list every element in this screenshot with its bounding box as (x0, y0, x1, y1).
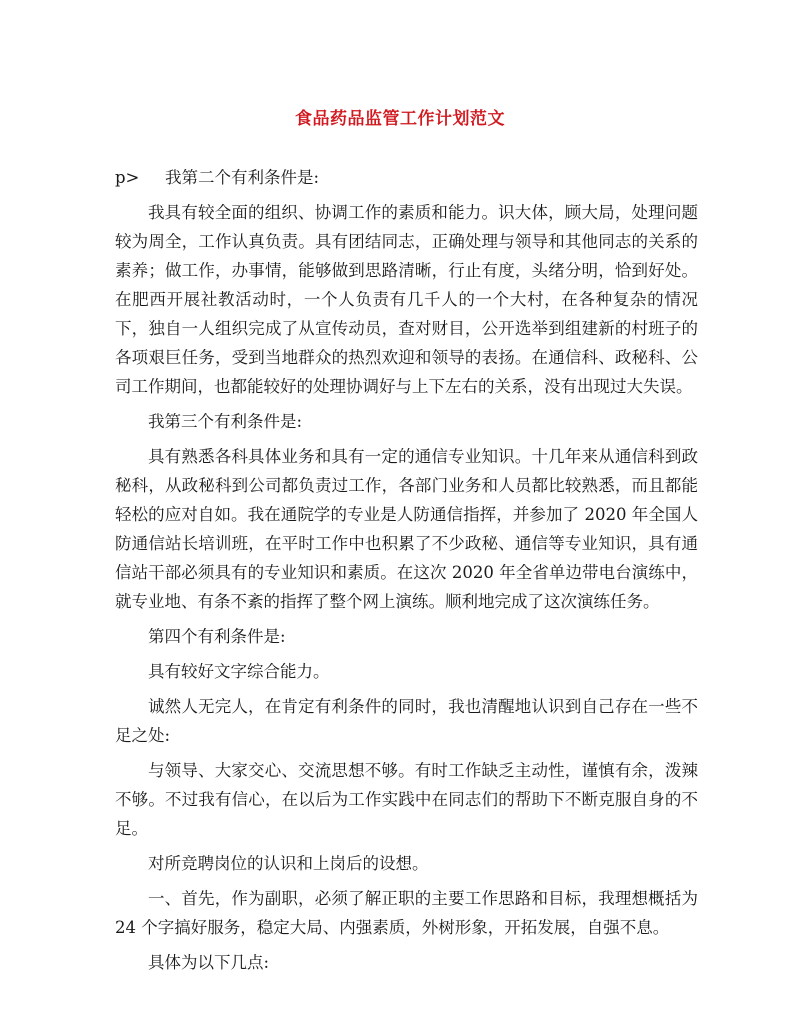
paragraph-4: 具有熟悉各科具体业务和具有一定的通信专业知识。十几年来从通信科到政秘科，从政秘科到公司都负责过工作，各部门业务和人员都比较熟悉，而且都能轻松的应对自如。我在通院学的专业是人防通信指挥，并参加了 2020 年全国人防通信站长培训班，在平时工作中也积累了不少政秘、通信等专业知识，具有通信站干部必须具有的专业知识和素质。在这次 2020 年全省单边带电台演练中，就专业地、有条不紊的指挥了整个网上演练。顺利地完成了这次演练任务。 (115, 447, 698, 611)
paragraph-6: 具有较好文字综合能力。 (148, 662, 330, 681)
paragraph-11: 具体为以下几点: (148, 953, 270, 972)
paragraph-10: 一、首先，作为副职，必须了解正职的主要工作思路和目标，我理想概括为 24 个字搞好服务，稳定大局、内强素质，外树形象，开拓发展，自强不息。 (115, 889, 698, 937)
paragraph-1 (115, 163, 698, 192)
paragraph-1-text: 我第二个有利条件是: (165, 168, 320, 187)
paragraph-8: 与领导、大家交心、交流思想不够。有时工作缺乏主动性，谨慎有余，泼辣不够。不过我有信心，在以后为工作实践中在同志们的帮助下不断克服自身的不足。 (115, 761, 698, 838)
paragraph-9: 对所竞聘岗位的认识和上岗后的设想。 (148, 854, 429, 873)
paragraph-3: 我第三个有利条件是: (148, 412, 303, 431)
document-body (115, 163, 698, 983)
paragraph-5: 第四个有利条件是: (148, 627, 286, 646)
lead-marker: p> (115, 168, 140, 187)
paragraph-2: 我具有较全面的组织、协调工作的素质和能力。识大体，顾大局，处理问题较为周全，工作认真负责。具有团结同志，正确处理与领导和其他同志的关系的素养；做工作，办事情，能够做到思路清晰，行止有度，头绪分明，恰到好处。在肥西开展社教活动时，一个人负责有几千人的一个大村，在各种复杂的情况下，独自一人组织完成了从宣传动员，查对财目，公开选举到组建新的村班子的各项艰巨任务，受到当地群众的热烈欢迎和领导的表扬。在通信科、政秘科、公司工作期间，也都能较好的处理协调好与上下左右的关系，没有出现过大失误。 (115, 203, 698, 396)
paragraph-7: 诚然人无完人，在肯定有利条件的同时，我也清醒地认识到自己存在一些不足之处: (115, 697, 698, 745)
document-title: 食品药品监管工作计划范文 (295, 109, 505, 129)
